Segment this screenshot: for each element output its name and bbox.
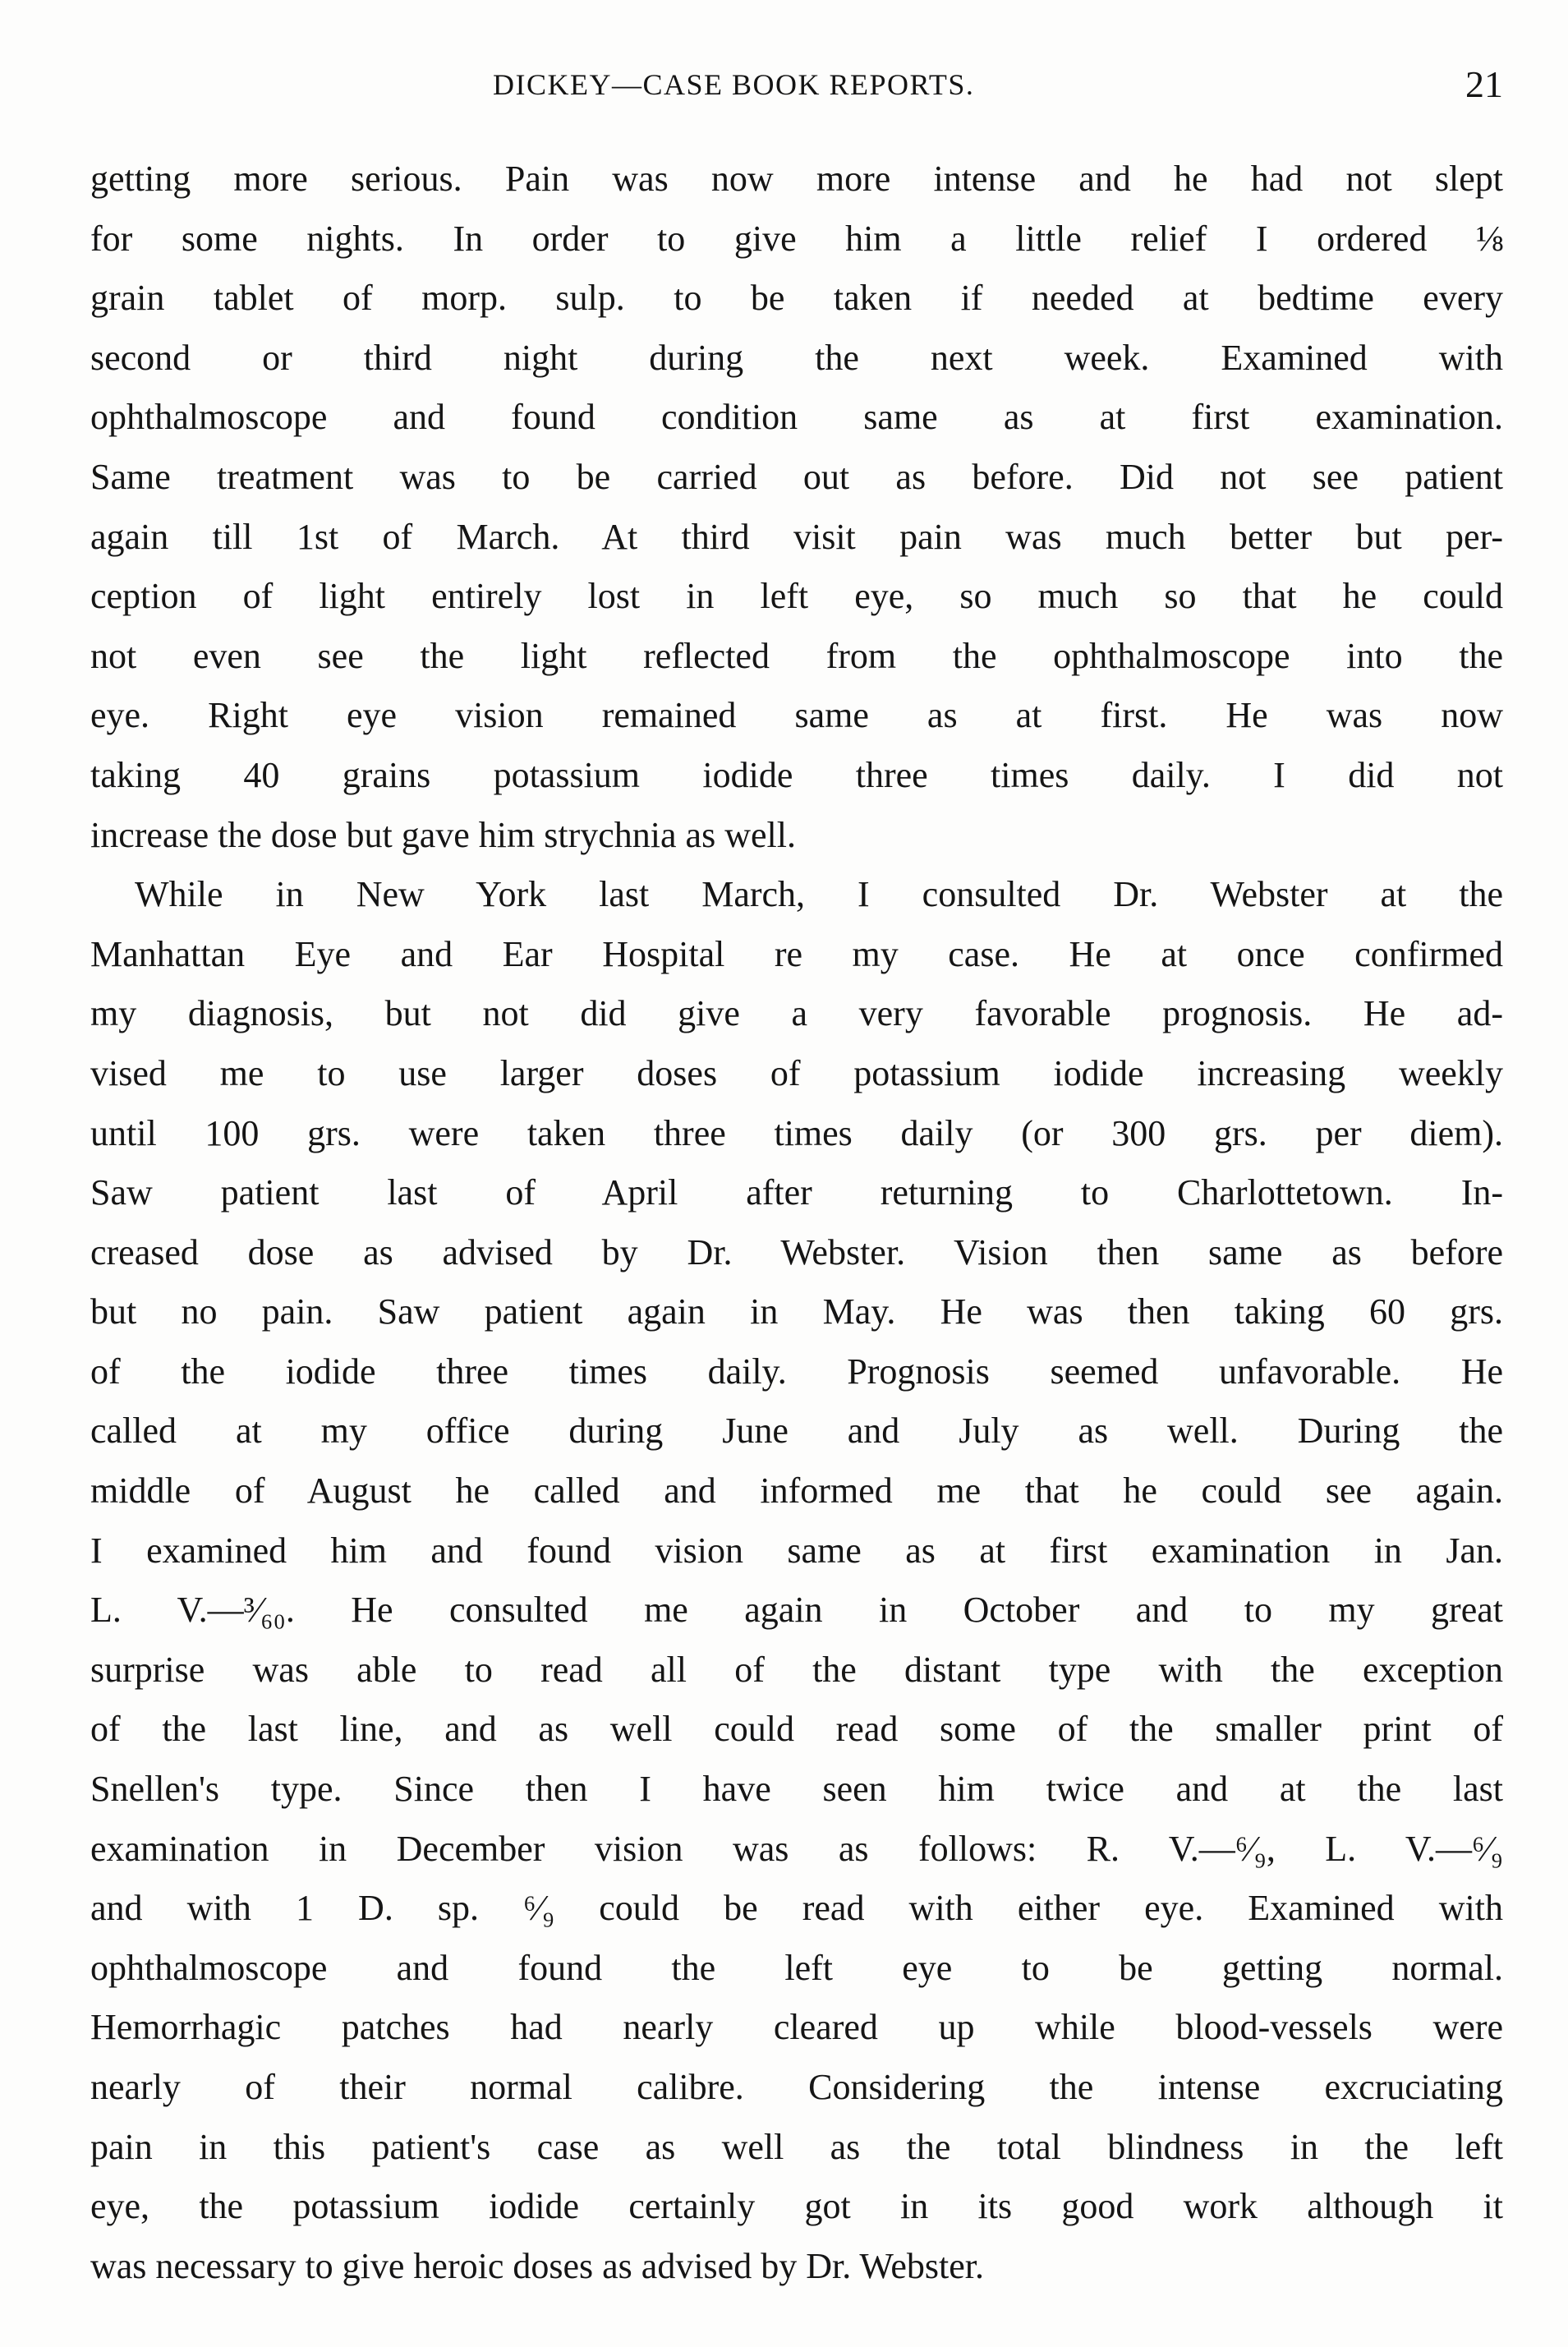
text-line: grain tablet of morp. sulp. to be taken if needed at bedtime every: [90, 278, 1503, 319]
running-title: DICKEY—CASE BOOK REPORTS.: [493, 68, 975, 101]
text-line: but no pain. Saw patient again in May. He was then taking 60 grs.: [90, 1291, 1503, 1332]
text-line: pain in this patient's case as well as the total blindness in the left: [90, 2126, 1503, 2167]
text-line: Same treatment was to be carried out as before. Did not see patient: [90, 456, 1503, 497]
text-line: I examined him and found vision same as at first examination in Jan.: [90, 1530, 1503, 1571]
text-line: Manhattan Eye and Ear Hospital re my case. He at once confirmed: [90, 933, 1503, 974]
text-line: again till 1st of March. At third visit pain was much better but per-: [90, 516, 1503, 557]
text-line: eye. Right eye vision remained same as at first. He was now: [90, 695, 1503, 736]
text-line: increase the dose but gave him strychnia as well.: [90, 814, 796, 855]
text-line: eye, the potassium iodide certainly got in its good work although it: [90, 2186, 1503, 2227]
text-line: was necessary to give heroic doses as advised by Dr. Webster.: [90, 2245, 985, 2286]
text-line: second or third night during the next week. Examined with: [90, 337, 1503, 378]
case-report-text: [90, 150, 1503, 2296]
text-line: Snellen's type. Since then I have seen him twice and at the last: [90, 1769, 1503, 1810]
text-line: creased dose as advised by Dr. Webster. Vision then same as before: [90, 1231, 1503, 1272]
text-line: getting more serious. Pain was now more intense and he had not slept: [90, 159, 1503, 199]
text-line: of the last line, and as well could read some of the smaller print of: [90, 1709, 1503, 1750]
page-number: 21: [1465, 63, 1503, 105]
text-line: not even see the light reflected from the ophthalmoscope into the: [90, 635, 1503, 676]
text-line: Hemorrhagic patches had nearly cleared up while blood-vessels were: [90, 2007, 1503, 2048]
text-line: surprise was able to read all of the distant type with the exception: [90, 1649, 1503, 1690]
text-line: of the iodide three times daily. Prognosis seemed unfavorable. He: [90, 1351, 1503, 1392]
text-line: my diagnosis, but not did give a very favorable prognosis. He ad-: [90, 993, 1503, 1034]
text-line: ophthalmoscope and found condition same as at first examination.: [90, 397, 1503, 438]
text-line: nearly of their normal calibre. Considering the intense excruciating: [90, 2067, 1503, 2107]
text-line: ception of light entirely lost in left eye, so much so that he could: [90, 576, 1503, 617]
text-line: L. V.—³⁄₆₀. He consulted me again in October and to my great: [90, 1590, 1503, 1631]
text-line: taking 40 grains potassium iodide three times daily. I did not: [90, 754, 1503, 795]
text-line: and with 1 D. sp. ⁶⁄₉ could be read with either eye. Examined with: [90, 1888, 1503, 1929]
text-line: called at my office during June and July as well. During the: [90, 1411, 1503, 1452]
text-line: middle of August he called and informed me that he could see again.: [90, 1470, 1503, 1512]
text-line: until 100 grs. were taken three times daily (or 300 grs. per diem).: [90, 1112, 1503, 1153]
running-head: [90, 63, 1503, 117]
text-line: While in New York last March, I consulted Dr. Webster at the: [135, 874, 1503, 915]
text-line: examination in December vision was as follows: R. V.—⁶⁄₉, L. V.—⁶⁄₉: [90, 1828, 1503, 1869]
text-line: Saw patient last of April after returning to Charlottetown. In-: [90, 1172, 1503, 1213]
text-line: for some nights. In order to give him a little relief I ordered ⅛: [90, 218, 1503, 259]
text-line: ophthalmoscope and found the left eye to be getting normal.: [90, 1947, 1503, 1988]
text-line: vised me to use larger doses of potassium iodide increasing weekly: [90, 1052, 1503, 1093]
